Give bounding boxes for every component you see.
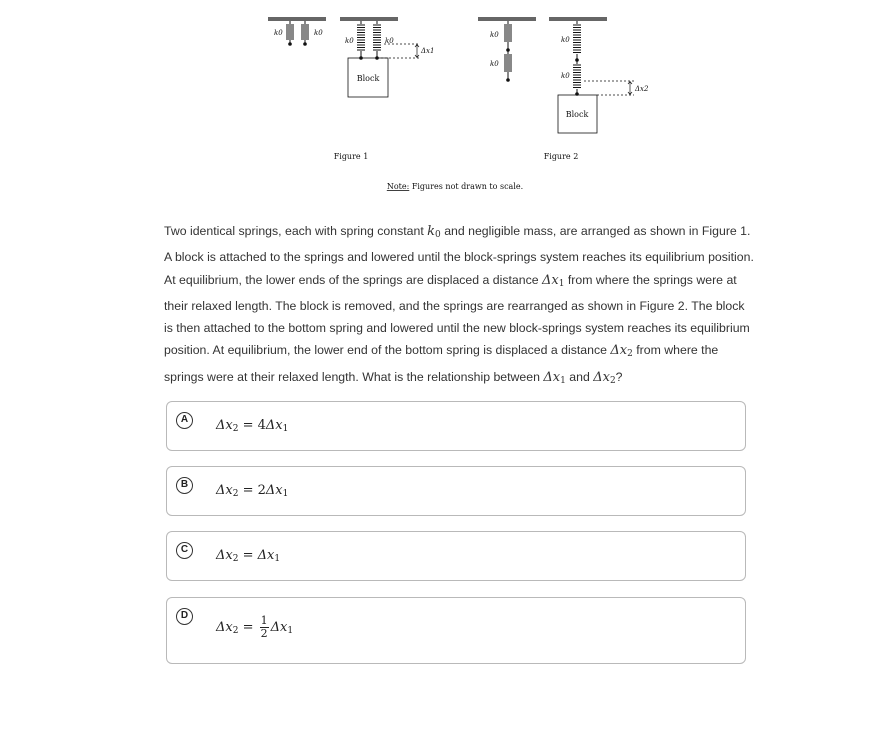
spring-fig1-relaxed-right: [301, 21, 309, 43]
and-word: and: [565, 369, 594, 384]
choice-d-frac-num: 1: [260, 614, 268, 627]
choice-d-fraction: [260, 615, 269, 640]
question-part-1: Two identical springs, each with spring constant: [164, 224, 428, 238]
choice-letter-d: D: [176, 608, 193, 625]
dx1-label: Δx1: [421, 47, 435, 55]
k0-label-fig1-relaxed-left: k0: [274, 29, 283, 37]
k0-label-fig2-block-top: k0: [561, 36, 570, 44]
k0-label-fig1-relaxed-right: k0: [314, 29, 323, 37]
answer-choice-a[interactable]: [166, 401, 746, 451]
choice-d-frac-den: 2: [260, 627, 268, 640]
dx1-symbol-sub: 1: [558, 278, 565, 289]
dx1-symbol-main: Δx: [542, 272, 559, 288]
choice-c-rhs: Δx: [257, 548, 275, 563]
choice-letter-b: B: [176, 477, 193, 494]
choice-b-expression: [216, 483, 288, 499]
choice-b-lhs-sub: 2: [232, 489, 239, 499]
k0-label-fig2-relaxed-bottom: k0: [490, 60, 499, 68]
choice-c-expression: [216, 548, 280, 564]
choice-c-rhs-sub: 1: [274, 554, 281, 564]
k0-label-fig1-block-right: k0: [385, 37, 394, 45]
spring-fig1-block-left: [357, 21, 365, 57]
choice-b-coef: 2: [257, 483, 266, 498]
question-part-4: from where the springs were at their relaxed length. What is the relationship between: [164, 343, 719, 384]
figure2-caption: Figure 2: [543, 152, 579, 161]
block-label-fig2: Block: [565, 110, 589, 119]
choice-d-lhs-sub: 2: [232, 626, 239, 636]
k0-label-fig1-block-left: k0: [345, 37, 354, 45]
choice-a-lhs-sub: 2: [232, 424, 239, 434]
choice-b-lhs: Δx: [216, 483, 233, 498]
choice-a-coef: 4: [257, 418, 266, 433]
choice-c-lhs: Δx: [216, 548, 233, 563]
dx2-final-sub: 2: [609, 375, 616, 386]
choice-d-expression: [216, 615, 293, 640]
dx2-symbol-main: Δx: [610, 343, 628, 359]
choice-b-rhs-sub: 1: [282, 489, 289, 499]
question-part-2: and negligible mass, are arranged as shown in Figure 1. A block is attached to the springs and lowered until the block-springs system reaches its equilibrium position. At equilibrium, the lower ends of the springs are displaced a distance: [164, 224, 754, 287]
k0-symbol: [427, 224, 441, 239]
k-subscript: 0: [435, 230, 441, 240]
choice-b-rhs: Δx: [265, 483, 283, 498]
note-prefix: Note:: [386, 182, 410, 191]
spring-fig2-block-top: [573, 21, 581, 59]
question-end: ?: [615, 369, 623, 384]
choice-letter-a: A: [176, 412, 193, 429]
dx2-final-main: Δx: [593, 369, 610, 385]
dx1-symbol: [542, 273, 564, 288]
ceiling-fig2-block: [549, 17, 607, 21]
question-text: [164, 220, 754, 392]
choice-c-lhs-sub: 2: [232, 554, 239, 564]
choice-letter-c: C: [176, 542, 193, 559]
note-text: Figures not drawn to scale.: [409, 182, 524, 191]
ceiling-fig2-relaxed: [478, 17, 536, 21]
dx2-symbol-final: [593, 370, 615, 385]
choice-c-eq: =: [238, 548, 258, 563]
ceiling-fig1-relaxed: [268, 17, 326, 21]
choice-a-lhs: Δx: [216, 418, 233, 433]
dx1-final-main: Δx: [543, 369, 561, 385]
choice-d-lhs: Δx: [216, 620, 233, 635]
choice-d-rhs: Δx: [270, 620, 288, 635]
choice-d-eq: =: [238, 620, 258, 635]
spring-fig1-block-right: [373, 21, 381, 57]
dx2-symbol-sub: 2: [627, 349, 633, 360]
dx1-symbol-final: [543, 370, 565, 385]
answer-choice-b[interactable]: [166, 466, 746, 516]
k0-label-fig2-block-bottom: k0: [561, 72, 570, 80]
dx1-final-sub: 1: [560, 375, 566, 386]
figure1-caption: Figure 1: [333, 152, 369, 161]
choice-b-eq: =: [238, 483, 258, 498]
dx2-symbol: [610, 343, 632, 358]
k0-label-fig2-relaxed-top: k0: [490, 31, 499, 39]
spring-fig2-relaxed-bottom: [504, 51, 512, 79]
spring-figures: [0, 0, 889, 200]
figure-note: [387, 182, 523, 191]
choice-a-rhs-sub: 1: [282, 424, 289, 434]
k-symbol: k: [427, 224, 436, 239]
ceiling-fig1-block: [340, 17, 398, 21]
spring-fig1-relaxed-left: [286, 21, 294, 43]
spring-fig2-block-bottom: [573, 61, 581, 94]
block-label-fig1: Block: [356, 74, 380, 83]
answer-choice-d[interactable]: [166, 597, 746, 664]
question-part-3: from where the springs were at their relaxed length. The block is removed, and the springs are rearranged as shown in Figure 2. The block is then attached to the bottom spring and lowered until the new block-springs system reaches its equilibrium position. At equilibrium, the lower end of the bottom spring is displaced a distance: [164, 272, 750, 358]
choice-a-expression: [216, 418, 288, 434]
choice-a-eq: =: [238, 418, 258, 433]
dx2-label: Δx2: [635, 85, 649, 93]
answer-choice-c[interactable]: [166, 531, 746, 581]
choice-a-rhs: Δx: [265, 418, 283, 433]
spring-fig2-relaxed-top: [504, 21, 512, 49]
choice-d-rhs-sub: 1: [287, 626, 294, 636]
